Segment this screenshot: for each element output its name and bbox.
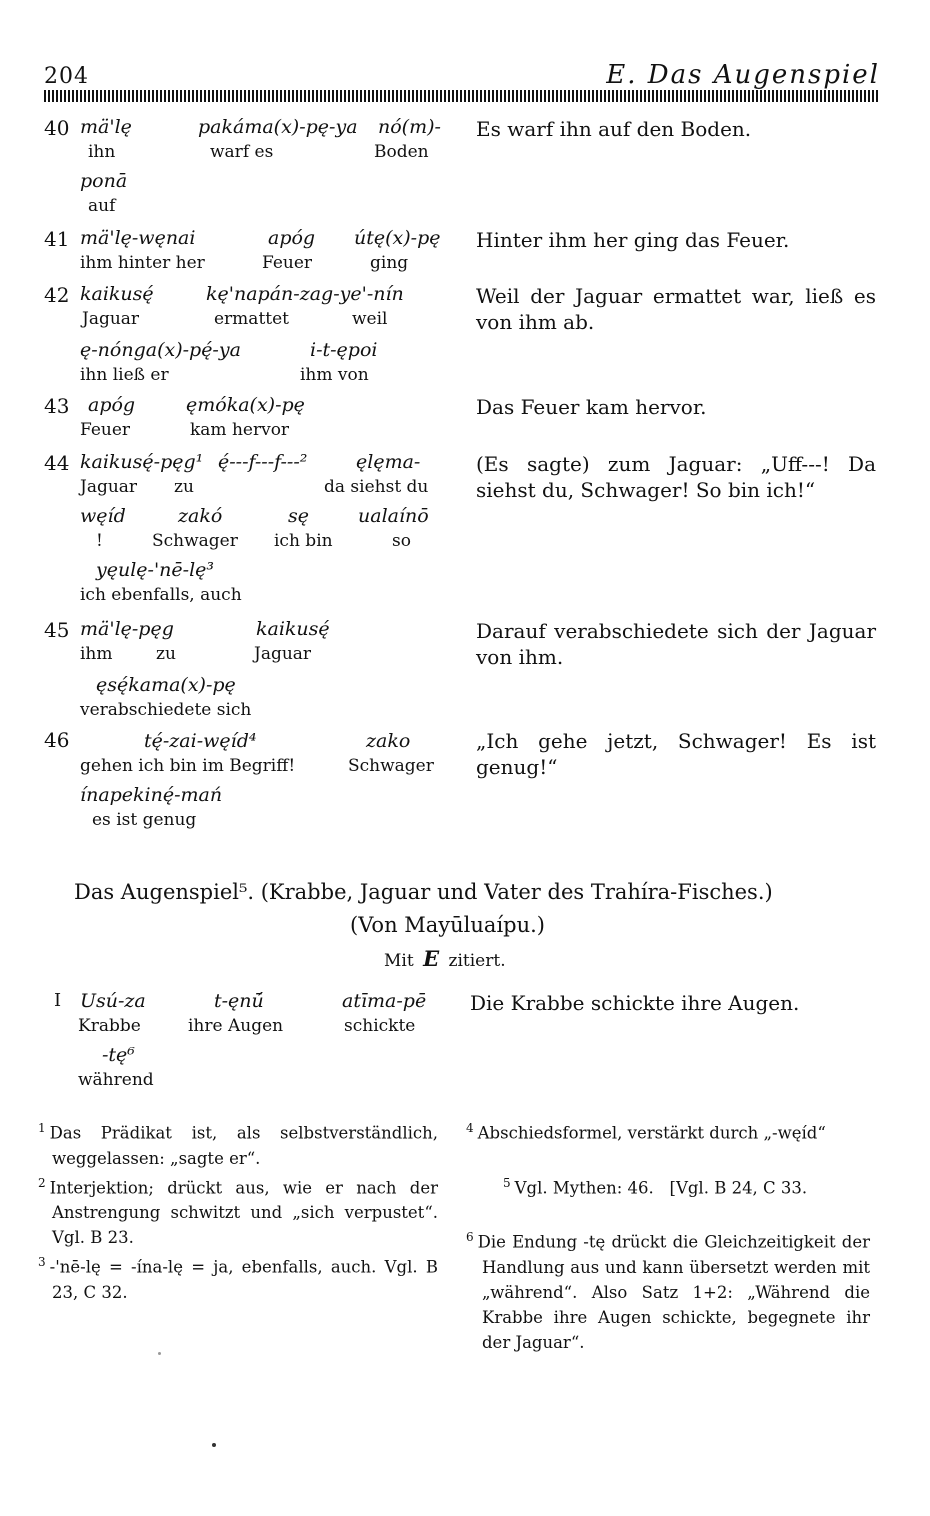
native-word: útę(x)-pę xyxy=(354,227,441,249)
footnote-4 xyxy=(466,1116,870,1146)
citation-suffix: zitiert. xyxy=(448,951,506,971)
entry-number: I xyxy=(54,990,62,1011)
gloss-word: zu xyxy=(174,477,194,497)
translation: Darauf verabschiedete sich der Jaguar von ihm. xyxy=(476,619,876,669)
footnote-mark: 3 xyxy=(38,1255,46,1269)
citation-prefix: Mit xyxy=(384,951,414,971)
native-word: kę'napán-zag-ye'-nín xyxy=(206,283,404,305)
native-word: Usú-za xyxy=(80,990,146,1012)
gloss-word: verabschiedete sich xyxy=(80,700,252,720)
footnotes-left xyxy=(38,1116,438,1305)
gloss-word: ich ebenfalls, auch xyxy=(80,585,242,605)
translation: Es warf ihn auf den Boden. xyxy=(476,117,752,141)
footnote-1 xyxy=(38,1116,438,1171)
entry-number: 41 xyxy=(44,227,70,251)
native-word: ę́---f---f---² xyxy=(218,451,308,473)
gloss-word: warf es xyxy=(210,142,274,162)
native-word: ponā xyxy=(80,170,128,192)
gloss-word: Jaguar xyxy=(254,644,312,664)
native-word: węíd xyxy=(80,505,126,527)
native-word: atīma-pē xyxy=(342,990,427,1012)
footnote-text: -'nē-lę = -ína-lę = ja, ebenfalls, auch. Vgl. B 23, C 32. xyxy=(49,1257,438,1302)
native-word: mä'lę xyxy=(80,116,132,138)
gloss-word: Schwager xyxy=(348,756,434,776)
native-word: sę xyxy=(288,505,309,527)
footnote-6 xyxy=(466,1225,870,1355)
translation: Das Feuer kam hervor. xyxy=(476,395,707,419)
footnote-text: Vgl. Mythen: 46. [Vgl. B 24, C 33. xyxy=(514,1178,808,1197)
gloss-word: Feuer xyxy=(262,253,313,273)
print-speck xyxy=(212,1443,216,1447)
gloss-word: da siehst du xyxy=(324,477,429,497)
gloss-word: auf xyxy=(88,196,116,216)
section-citation xyxy=(384,946,506,971)
footnote-2 xyxy=(38,1171,438,1251)
entry-number: 46 xyxy=(44,728,70,752)
gloss-word: so xyxy=(392,531,411,551)
footnote-mark: 2 xyxy=(38,1175,46,1190)
native-word: ęmóka(x)-pę xyxy=(186,394,305,416)
gloss-word: zu xyxy=(156,644,176,664)
gloss-word: ihm von xyxy=(300,365,369,385)
native-word: zako xyxy=(366,730,411,752)
gloss-word: es ist genug xyxy=(92,810,197,830)
gloss-word: ihm xyxy=(80,644,113,664)
gloss-word: weil xyxy=(352,309,388,329)
print-speck xyxy=(158,1352,161,1355)
native-word: apóg xyxy=(88,394,136,416)
gloss-word: während xyxy=(78,1070,154,1090)
native-word: kaikusę́ xyxy=(256,618,330,640)
native-word: ęlęma- xyxy=(356,451,421,473)
native-word: kaikusę́-pęg¹ xyxy=(80,451,204,473)
gloss-word: ging xyxy=(370,253,409,273)
gloss-word: ermattet xyxy=(214,309,289,329)
native-word: apóg xyxy=(268,227,316,249)
gloss-word: Feuer xyxy=(80,420,131,440)
native-word: -tę⁶ xyxy=(102,1044,135,1066)
footnote-mark: 4 xyxy=(466,1121,474,1135)
native-word: ęsę́kama(x)-pę xyxy=(96,674,236,696)
gloss-word: ihm hinter her xyxy=(80,253,205,273)
native-word: kaikusę́ xyxy=(80,283,154,305)
section-subtitle: (Von Mayūluaípu.) xyxy=(350,913,545,937)
entry-number: 43 xyxy=(44,394,70,418)
footnote-5 xyxy=(466,1146,870,1226)
footnote-text: Abschiedsformel, verstärkt durch „-węíd“ xyxy=(477,1123,826,1143)
entry-number: 45 xyxy=(44,618,70,642)
gloss-word: gehen ich bin im Begriff! xyxy=(80,756,296,776)
gloss-word: Boden xyxy=(374,142,429,162)
running-title: E. Das Augenspiel xyxy=(606,60,880,90)
entry-number: 42 xyxy=(44,283,70,307)
entry-number: 40 xyxy=(44,116,70,140)
section-title: Das Augenspiel⁵. (Krabbe, Jaguar und Vater des Trahíra-Fisches.) xyxy=(74,880,773,904)
entry-number: 44 xyxy=(44,451,70,475)
footnote-text: Die Endung -tę drückt die Gleichzeitigkeit der Handlung aus und kann übersetzt werden mit „während“. Also Satz 1+2: „Während die Krabbe ihre Augen schickte, begegnete ihr der Jaguar“. xyxy=(477,1232,870,1352)
native-word: nó(m)- xyxy=(378,116,441,138)
footnote-mark: 1 xyxy=(38,1121,46,1135)
native-word: mä'lę-pęg xyxy=(80,618,174,640)
gloss-word: Jaguar xyxy=(82,309,140,329)
native-word: mä'lę-węnai xyxy=(80,227,196,249)
gloss-word: ! xyxy=(96,531,103,551)
footnote-text: Das Prädikat ist, als selbstverständlich, weggelassen: „sagte er“. xyxy=(49,1123,438,1168)
gloss-word: kam hervor xyxy=(190,420,290,440)
translation: Weil der Jaguar ermattet war, ließ es von ihm ab. xyxy=(476,284,876,334)
header-rule xyxy=(44,90,878,102)
translation: Hinter ihm her ging das Feuer. xyxy=(476,228,790,252)
gloss-word: Jaguar xyxy=(80,477,138,497)
translation: „Ich gehe jetzt, Schwager! Es ist genug!“ xyxy=(476,729,876,779)
gloss-word: schickte xyxy=(344,1016,416,1036)
native-word: tę́-zai-węíd⁴ xyxy=(144,730,257,752)
gloss-word: ihre Augen xyxy=(188,1016,284,1036)
native-word: yęulę-'nē-lę³ xyxy=(96,559,215,581)
footnote-mark: 5 xyxy=(502,1175,511,1190)
native-word: ualaínō xyxy=(358,505,429,527)
native-word: i-t-ępoi xyxy=(310,339,378,361)
page-number: 204 xyxy=(44,64,89,89)
native-word: pakáma(x)-pę-ya xyxy=(198,116,358,138)
native-word: ínapekinę́-mań xyxy=(80,784,223,806)
citation-letter: E xyxy=(423,946,440,971)
native-word: t-ęnū́ xyxy=(214,990,264,1012)
footnote-3 xyxy=(38,1250,438,1305)
footnote-mark: 6 xyxy=(466,1230,474,1244)
footnotes-right xyxy=(466,1116,870,1355)
native-word: ę-nónga(x)-pę́-ya xyxy=(80,339,241,361)
gloss-word: ihn xyxy=(88,142,116,162)
translation: Die Krabbe schickte ihre Augen. xyxy=(470,991,800,1015)
footnote-text: Interjektion; drückt aus, wie er nach der Anstrengung schwitzt und „sich verpustet“. Vgl. B 23. xyxy=(49,1178,438,1247)
gloss-word: Schwager xyxy=(152,531,238,551)
gloss-word: ihn ließ er xyxy=(80,365,169,385)
gloss-word: ich bin xyxy=(274,531,333,551)
native-word: zakó xyxy=(178,505,223,527)
gloss-word: Krabbe xyxy=(78,1016,141,1036)
translation: (Es sagte) zum Jaguar: „Uff---! Da siehst du, Schwager! So bin ich!“ xyxy=(476,452,876,502)
